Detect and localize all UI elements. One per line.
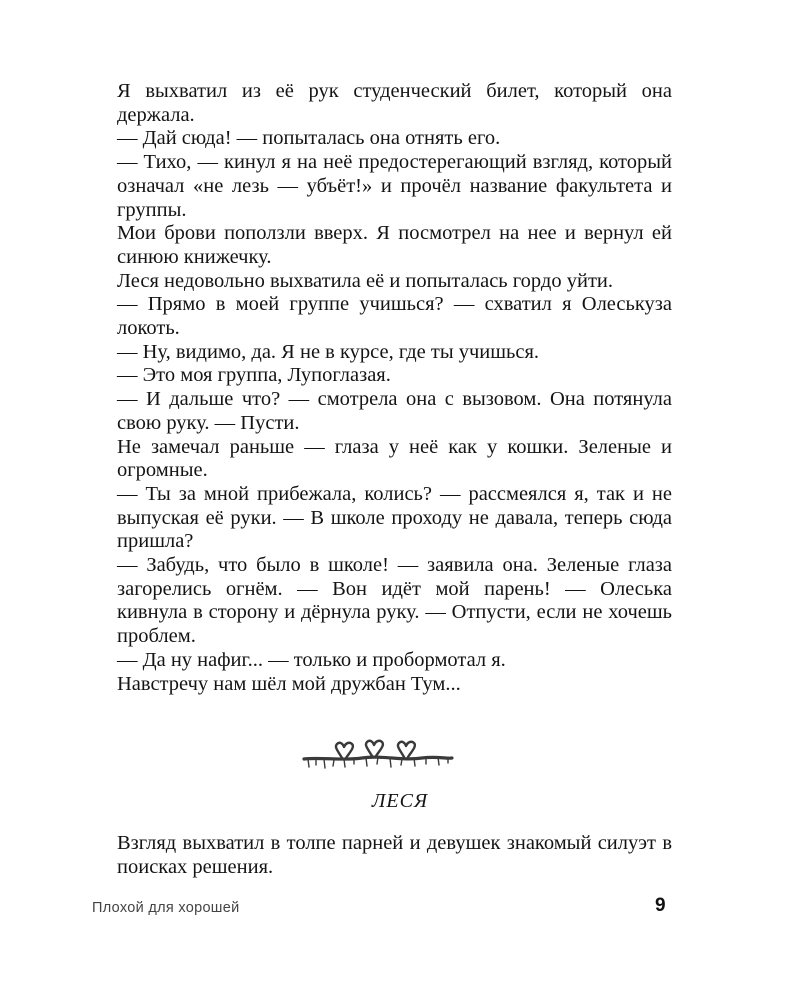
hearts-vine-ornament-icon: [302, 737, 454, 771]
paragraph: Взгляд выхватил в толпе парней и девушек знакомый силуэт в поисках решения.: [117, 832, 672, 878]
paragraph: — Забудь, что было в школе! — заявила она. Зеленые глаза загорелись огнём. — Вон идёт мой парень! — Олеська кивнула в сторону и дёрнула руку. — Отпусти, если не хочешь проблем.: [117, 554, 672, 648]
section-title: ЛЕСЯ: [371, 790, 429, 812]
paragraph: Не замечал раньше — глаза у неё как у кошки. Зеленые и огромные.: [117, 435, 672, 482]
paragraph: — Прямо в моей группе учишься? — схватил я Олеськуза локоть.: [117, 293, 672, 340]
paragraph: — Ну, видимо, да. Я не в курсе, где ты учишься.: [117, 340, 540, 363]
main-text: [117, 80, 672, 696]
paragraph: — Это моя группа, Лупоглазая.: [117, 364, 391, 387]
section-text: [117, 832, 672, 879]
paragraph: Мои брови поползли вверх. Я посмотрел на нее и вернул ей синюю книжечку.: [117, 222, 672, 268]
page-number: 9: [655, 895, 666, 916]
paragraph: — Да ну нафиг... — только и пробормотал я.: [117, 648, 506, 671]
paragraph: — Тихо, — кинул я на неё предостерегающий взгляд, который означал «не лезь — убъёт!» и прочёл название факультета и группы.: [117, 151, 672, 221]
paragraph: — Дай сюда! — попыталась она отнять его.: [117, 127, 501, 150]
paragraph: Леся недовольно выхватила её и попыталась гордо уйти.: [117, 269, 613, 292]
paragraph: — И дальше что? — смотрела она с вызовом. Она потянула свою руку. — Пусти.: [117, 388, 672, 434]
paragraph: Навстречу нам шёл мой дружбан Тум...: [117, 672, 461, 695]
running-footer-title: Плохой для хорошей: [92, 900, 240, 916]
paragraph: — Ты за мной прибежала, колись? — рассмеялся я, так и не выпуская её руки. — В школе проходу не давала, теперь сюда пришла?: [117, 482, 672, 553]
paragraph: Я выхватил из её рук студенческий билет, который она держала.: [117, 80, 672, 126]
